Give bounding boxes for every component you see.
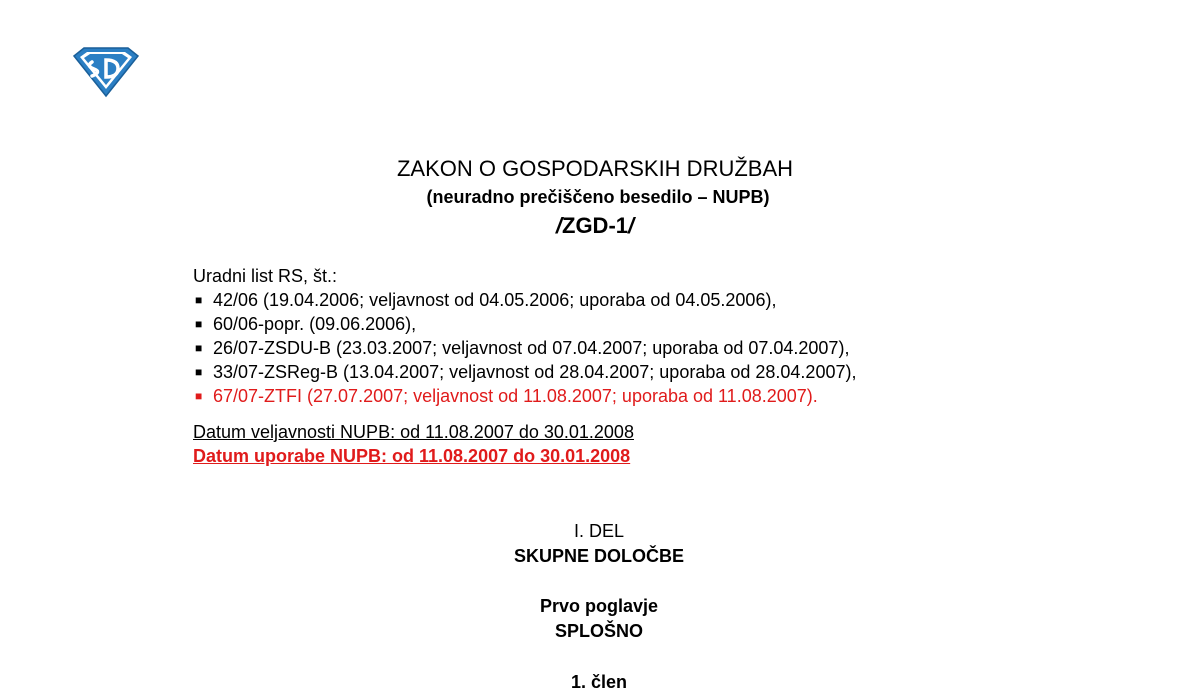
part-name: SKUPNE DOLOČBE xyxy=(513,546,684,566)
law-code-text: ZGD-1 xyxy=(562,213,628,238)
bullet-icon: ■ xyxy=(195,293,203,307)
bullet-icon: ■ xyxy=(195,365,203,379)
chapter-heading xyxy=(0,594,1190,644)
article-number: 1. člen xyxy=(570,672,628,692)
gazette-item: ■ 26/07-ZSDU-B (23.03.2007; veljavnost od 07.04.2007; uporaba od 07.04.2007), xyxy=(195,338,850,358)
document-title: ZAKON O GOSPODARSKIH DRUŽBAH xyxy=(396,156,794,181)
chapter-name: SPLOŠNO xyxy=(554,621,643,641)
bullet-icon: ■ xyxy=(195,389,203,403)
sd-shield-logo-icon xyxy=(70,44,142,98)
gazette-item: ■ 60/06-popr. (09.06.2006), xyxy=(195,314,417,334)
document-subtitle: (neuradno prečiščeno besedilo – NUPB) xyxy=(426,187,770,207)
bullet-icon: ■ xyxy=(195,317,203,331)
official-gazette-list xyxy=(193,264,1093,408)
gazette-item: ■ 33/07-ZSReg-B (13.04.2007; veljavnost od 28.04.2007; uporaba od 28.04.2007), xyxy=(195,362,857,382)
gazette-label: Uradni list RS, št.: xyxy=(193,266,338,286)
gazette-item: ■ 42/06 (19.04.2006; veljavnost od 04.05.2006; uporaba od 04.05.2006), xyxy=(195,290,777,310)
article-heading xyxy=(0,670,1190,695)
law-code-slash-open: / xyxy=(555,213,562,238)
gazette-items xyxy=(193,288,1093,408)
validity-dates xyxy=(193,420,634,468)
law-code xyxy=(0,212,1190,240)
part-number: I. DEL xyxy=(573,521,625,541)
law-code-slash-close: / xyxy=(628,213,635,238)
part-heading xyxy=(0,519,1190,569)
validity-date-line: Datum veljavnosti NUPB: od 11.08.2007 do 30.01.2008 xyxy=(193,422,634,442)
gazette-item-highlighted: ■ 67/07-ZTFI (27.07.2007; veljavnost od 11.08.2007; uporaba od 11.08.2007). xyxy=(195,386,818,406)
usage-date-line: Datum uporabe NUPB: od 11.08.2007 do 30.01.2008 xyxy=(193,446,631,466)
bullet-icon: ■ xyxy=(195,341,203,355)
chapter-number: Prvo poglavje xyxy=(539,596,659,616)
